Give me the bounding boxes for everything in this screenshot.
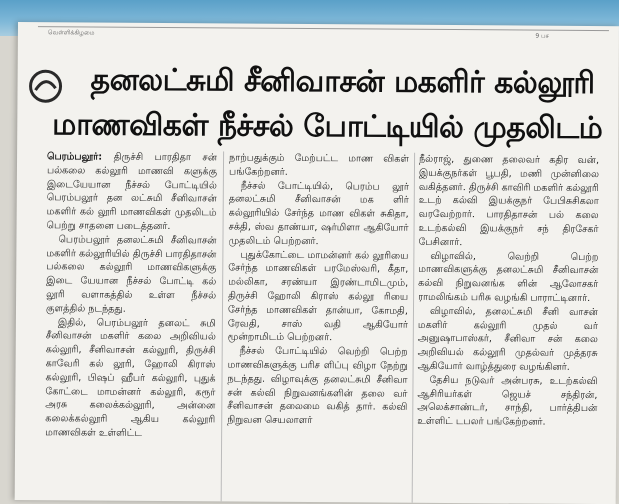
paragraph bbox=[47, 150, 218, 234]
paragraph: புதுக்கோட்டை மாமன்னர் கல் லூரியை சேர்ந்த மாணவிகள் பரமேஸ்வரி, கீதா, மல்லிகா, சரண்யா இரண்டாமிடமும், திருச்சி ஹோலி கிராஸ் கல்லூ ரியை சேர்ந்த மாணவிகள் தான்யா, கோமதி, ரேவதி, சாஸ் வதி ஆகியோர் மூன்றாமிடம் பெற்றனர். bbox=[227, 249, 409, 344]
paragraph: நாற்பதுக்கும் மேற்பட்ட மாண விகள் பங்கேற்றனர். bbox=[228, 152, 410, 178]
publication-label: வெள்ளிக்கிழமை bbox=[47, 29, 95, 37]
column-divider bbox=[221, 151, 224, 501]
paragraph: நீச்சல் போட்டியில் வெற்றி பெற்ற மாணவிகளுக்கு பரிச ளிப்பு விழா நேற்று நடந்தது. விழாவுக்கு தனலட்சுமி சீனிவா சன் கல்வி நிறுவனங்களின் தலை வர் சீனிவாசன் தலைமை வகித் தார். கல்வி நிறுவன செயலாளர் bbox=[227, 345, 408, 427]
page-header-rule bbox=[38, 26, 609, 40]
dateline: பெரம்பலூர்: bbox=[47, 151, 103, 163]
article-column-3 bbox=[417, 153, 599, 504]
paragraph: இதில், பெரம்பலூர் தனலட் சுமி சீனிவாசன் மகளிர் கலை அறிவியல் கல்லூரி, சீனிவாசன் கல்லூரி, திருச்சி காவேரி கல் லூரி, ஹோலி கிராஸ் கல்லூரி, பிஷப் ஹீபர் கல்லூரி, புதுக் கோட்டை மாமன்னர் கல்லூரி, கரூர் அரசு கலைக்கல்லூரி, அன்னை கலைக்கல்லூரி ஆகிய கல்லூரி மாணவிகள் உள்ளிட்ட bbox=[45, 316, 216, 439]
article-column-1 bbox=[45, 150, 217, 501]
article-body bbox=[37, 150, 614, 504]
headline-line-1: தனலட்சுமி சீனிவாசன் மகளிர் கல்லூரி bbox=[90, 62, 595, 102]
article-column-2 bbox=[227, 151, 409, 502]
paragraph: நீச்சல் போட்டியில், பெரம்ப லூர் தனலட்சுமி சீனிவாசன் மக ளிர் கல்லூரியில் சேர்ந்த மாண விகள் சுகிதா, சக்தி, ஸ்வ தாண்யா, ஷர்மிளா ஆகியோர் முதலிடம் பெற்றனர். bbox=[228, 180, 409, 247]
paragraph: நீல்ராஜ், துணை தலைவர் கதிர வன், இயக்குநர்கள் பூபதி, மணி முன்னிலை வகித்தனர். திருச்சி காவிரி மகளிர் கல்லூரி உடற் கல்வி இயக்குநர் பேபிசுசிகலா வரவேற்றார். பாரதிதாசன் பல் கலை உடற்கல்வி இயக்குநர் சந் திரசேகர் பேசினார். bbox=[418, 153, 600, 248]
column-divider bbox=[412, 153, 415, 503]
paragraph: விழாவில், வெற்றி பெற்ற மாணவிகளுக்கு தனலட்சுமி சீனிவாசன் கல்வி நிறுவனங்க ளின் ஆலோசகர் ராமலிங்கம் பரிசு வழங்கி பாராட்டினார். bbox=[418, 250, 599, 304]
paragraph: விழாவில், தனலட்சுமி சீனி வாசன் மகளிர் கல்லூரி முதல் வர் அனுஷாபாஸ்கர், சீனிவா சன் கலை அறிவியல் கல்லூரி முதல்வர் முத்தரசு ஆகியோர் வாழ்த்துரை வழங்கினர். bbox=[417, 305, 599, 373]
newspaper-clipping bbox=[15, 22, 619, 504]
headline-line-2: மாணவிகள் நீச்சல் போட்டியில் முதலிடம் bbox=[52, 107, 603, 147]
paragraph-text: திருச்சி பாரதிதா சன் பல்கலை கல்லூரி மாணவி களுக்கு இடையேயான நீச்சல் போட்டியில் பெரம்பலூர் தன லட்சுமி சீனிவாசன் மகளிர் கல் லூரி மாணவிகள் முதலிடம் பெற்று சாதனை படைத்தனர். bbox=[46, 151, 218, 233]
paragraph: தேசிய நடுவர் அன்பரசு, உடற்கல்வி ஆசிரியர்கள் ஜெயச் சந்திரன், அலெக்சாண்டர், சாந்தி, பார்த்திபன் உள்ளிட் டபலர் பங்கேற்றனர். bbox=[417, 374, 598, 428]
headline bbox=[47, 58, 608, 152]
paragraph: பெரம்பலூர் தனலட்சுமி சீனிவாசன் மகளிர் கல்லூரியில் திருச்சி பாரதிதாசன் பல்கலை கல்லூரி மாணவிகளுக்கு இடை யேயான நீச்சல் போட்டி கல் லூரி வளாகத்தில் உள்ள நீச்சல் குளத்தில் நடந்தது. bbox=[45, 234, 217, 315]
page-tag: 9 பச bbox=[535, 32, 549, 40]
